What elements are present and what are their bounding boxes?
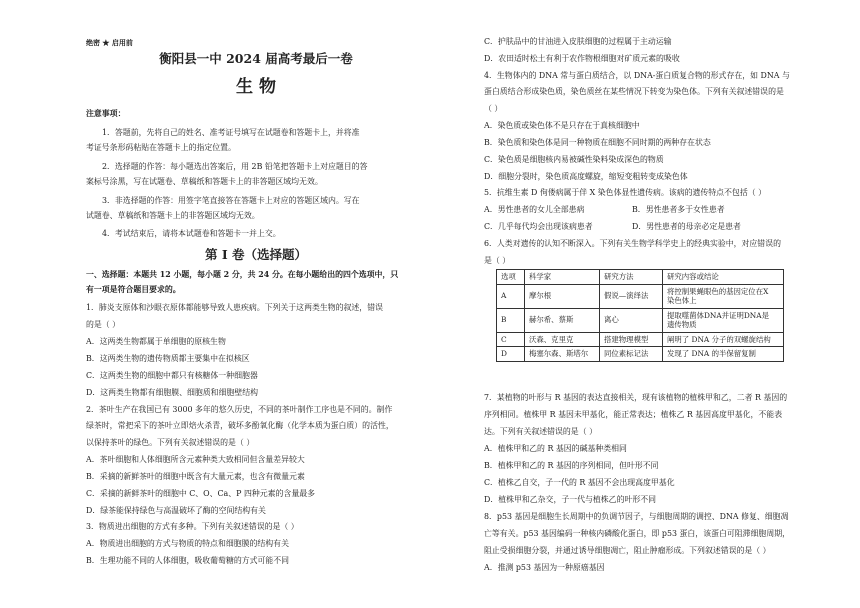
table-cell: 发现了 DNA 的半保留复制 xyxy=(663,347,784,362)
table-cell: 同位素标记法 xyxy=(600,347,663,362)
q3-option-b: B．生理功能不同的人体细胞，吸收葡萄糖的方式可能不同 xyxy=(86,556,290,565)
exam-title: 衡阳县一中 2024 届高考最后一卷 xyxy=(159,51,353,66)
table-header-cell: 选项 xyxy=(497,270,525,285)
q1-option-a: A．这两类生物都属于单细胞的原核生物 xyxy=(86,337,226,346)
table-cell-line: 染色体上 xyxy=(667,296,697,305)
table-cell: C xyxy=(497,332,525,347)
notice-3b: 试题卷、草稿纸和答题卡上的非答题区域均无效。 xyxy=(86,211,260,220)
table-cell xyxy=(663,308,784,332)
notice-1b: 考证号条形码粘贴在答题卡上的指定位置。 xyxy=(86,143,236,152)
q4-option-d: D．细胞分裂时，染色质高度螺旋，缩短变粗转变成染色体 xyxy=(484,172,688,181)
notice-3a: 3．非选择题的作答：用签字笔直接答在答题卡上对应的答题区域内。写在 xyxy=(102,196,360,205)
q7-option-a: A．植株甲和乙的 R 基因的碱基种类相同 xyxy=(484,444,627,453)
q3-stem: 3．物质进出细胞的方式有多种。下列有关叙述错误的是（ ） xyxy=(86,522,299,531)
table-cell: D xyxy=(497,347,525,362)
q7-stem-b: 序列相同。植株甲 R 基因未甲基化，能正常表达；植株乙 R 基因高度甲基化，不能表 xyxy=(484,410,783,419)
q2-stem-c: 以保持茶叶的绿色。下列有关叙述错误的是（ ） xyxy=(86,438,255,447)
q3-option-d: D．农田适时松土有利于农作物根细胞对矿质元素的吸收 xyxy=(484,54,680,63)
table-row xyxy=(497,308,784,332)
table-cell-line: 将控制果蝇眼色的基因定位在X xyxy=(667,286,769,296)
q1-option-d: D．这两类生物都有细胞膜、细胞质和细胞壁结构 xyxy=(86,388,259,397)
table-row xyxy=(497,284,784,308)
q8-option-a: A．推测 p53 基因为一种原癌基因 xyxy=(484,563,605,572)
q4-stem-b: 蛋白质结合形成染色质，染色质丝在某些情况下转变为染色体。下列有关叙述错误的是 xyxy=(484,87,784,96)
q2-option-c: C．采摘的新鲜茶叶的细胞中 C、O、Ca、P 四种元素的含量最多 xyxy=(86,489,315,498)
notice-2a: 2．选择题的作答：每小题选出答案后，用 2B 铅笔把答题卡上对应题目的答 xyxy=(102,162,368,171)
table-cell: 梅塞尔森、斯塔尔 xyxy=(525,347,600,362)
table-cell: A xyxy=(497,284,525,308)
table-row xyxy=(497,332,784,347)
table-cell: 阐明了 DNA 分子的双螺旋结构 xyxy=(663,332,784,347)
q5-option-b: B．男性患者多于女性患者 xyxy=(632,205,725,214)
q1-stem-a: 1．肺炎支原体和沙眼衣原体都能够导致人患疾病。下列关于这两类生物的叙述，错误 xyxy=(86,303,383,312)
q1-option-c: C．这两类生物的细胞中都只有核糖体一种细胞器 xyxy=(86,371,258,380)
q8-stem-b: 亡等有关。p53 基因编码一种核内磷酸化蛋白，即 p53 蛋白，该蛋白可阻滞细胞周期， xyxy=(484,529,790,538)
secret-label: 绝密 ★ 启用前 xyxy=(86,38,133,47)
q4-stem-a: 4．生物体内的 DNA 常与蛋白质结合，以 DNA-蛋白质复合物的形式存在，如 DNA 与 xyxy=(484,71,790,80)
table-header-row xyxy=(497,270,784,285)
q6-stem-a: 6．人类对遗传的认知不断深入。下列有关生物学科学史上的经典实验中，对应错误的 xyxy=(484,239,781,248)
q4-option-c: C．染色质是细胞核内易被碱性染料染成深色的物质 xyxy=(484,155,664,164)
table-cell: 离心 xyxy=(600,308,663,332)
section-heading-a: 一、选择题：本题共 12 小题，每小题 2 分，共 24 分。在每小题给出的四个选项中，只 xyxy=(86,270,399,279)
table-header-cell: 研究方法 xyxy=(600,270,663,285)
q4-option-a: A．染色质或染色体不是只存在于真核细胞中 xyxy=(484,121,640,130)
q6-table xyxy=(496,269,784,362)
q7-option-d: D．植株甲和乙杂交，子一代与植株乙的叶形不同 xyxy=(484,495,657,504)
q3-option-c: C．护肤品中的甘油进入皮肤细胞的过程属于主动运输 xyxy=(484,37,672,46)
notice-heading: 注意事项： xyxy=(86,109,126,118)
q8-stem-a: 8．p53 基因是细胞生长周期中的负调节因子，与细胞周期的调控、DNA 修复、细胞凋 xyxy=(484,512,789,521)
q8-stem-c: 阻止受损细胞分裂，并通过诱导细胞凋亡，阻止肿瘤形成。下列叙述错误的是（ ） xyxy=(484,546,771,555)
q2-option-d: D．绿茶能保持绿色与高温破坏了酶的空间结构有关 xyxy=(86,506,266,515)
table-cell: 搭建物理模型 xyxy=(600,332,663,347)
section-heading-b: 有一项是符合题目要求的。 xyxy=(86,285,181,294)
q7-stem-c: 达。下列有关叙述错误的是（ ） xyxy=(484,427,597,436)
notice-4: 4．考试结束后，请将本试题卷和答题卡一并上交。 xyxy=(102,229,281,238)
q5-option-d: D．男性患者的母亲必定是患者 xyxy=(632,222,741,231)
table-row xyxy=(497,347,784,362)
q4-stem-c: （ ） xyxy=(484,104,503,113)
q1-stem-b: 的是（ ） xyxy=(86,320,121,329)
subject-title: 生 物 xyxy=(236,77,276,97)
q2-option-b: B．采摘的新鲜茶叶的细胞中既含有大量元素，也含有微量元素 xyxy=(86,472,305,481)
table-cell: B xyxy=(497,308,525,332)
table-cell-line: 提取噬菌体DNA并证明DNA是 xyxy=(667,310,769,320)
q5-option-a: A．男性患者的女儿全部患病 xyxy=(484,205,585,214)
q4-option-b: B．染色质和染色体是同一种物质在细胞不同时期的两种存在状态 xyxy=(484,138,711,147)
q6-stem-b: 是（ ） xyxy=(484,256,511,265)
q7-option-c: C．植株乙自交，子一代的 R 基因不会出现高度甲基化 xyxy=(484,478,675,487)
table-cell: 摩尔根 xyxy=(525,284,600,308)
notice-1a: 1．答题前，先将自己的姓名、准考证号填写在试题卷和答题卡上，并将准 xyxy=(102,128,360,137)
notice-2b: 案标号涂黑，写在试题卷、草稿纸和答题卡上的非答题区域均无效。 xyxy=(86,177,323,186)
q7-stem-a: 7．某植物的叶形与 R 基因的表达直接相关，现有该植物的植株甲和乙，二者 R 基因的 xyxy=(484,393,788,402)
table-cell: 沃森、克里克 xyxy=(525,332,600,347)
q2-stem-b: 绿茶时，常把采下的茶叶立即焙火杀青，破坏多酚氧化酶（化学本质为蛋白质）的活性， xyxy=(86,421,394,430)
table-cell: 假说—演绎法 xyxy=(600,284,663,308)
q1-option-b: B．这两类生物的遗传物质都主要集中在拟核区 xyxy=(86,354,250,363)
table-cell xyxy=(663,284,784,308)
part-heading: 第 I 卷（选择题） xyxy=(204,247,308,262)
q2-stem-a: 2．茶叶生产在我国已有 3000 多年的悠久历史，不同的茶叶制作工序也是不同的。制作 xyxy=(86,405,393,414)
q3-option-a: A．物质进出细胞的方式与物质的特点和细胞膜的结构有关 xyxy=(86,539,289,548)
q7-option-b: B．植株甲和乙的 R 基因的序列相同，但叶形不同 xyxy=(484,461,659,470)
q5-stem: 5．抗维生素 D 佝偻病属于伴 X 染色体显性遗传病。该病的遗传特点不包括（ ） xyxy=(484,188,767,197)
table-header-cell: 研究内容或结论 xyxy=(663,270,784,285)
table-cell-line: 遗传物质 xyxy=(667,320,697,329)
table-cell: 赫尔希、蔡斯 xyxy=(525,308,600,332)
table-header-cell: 科学家 xyxy=(525,270,600,285)
q2-option-a: A．茶叶细胞和人体细胞所含元素种类大致相同但含量差异较大 xyxy=(86,455,305,464)
q5-option-c: C．几乎每代均会出现该病患者 xyxy=(484,222,593,231)
